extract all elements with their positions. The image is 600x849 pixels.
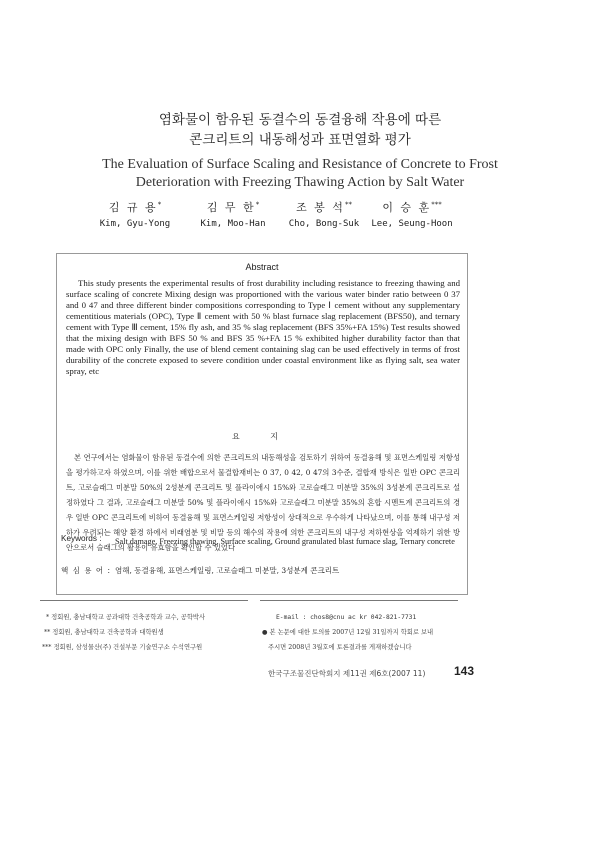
footnote-1: * 정회원, 충남대학교 공과대학 건축공학과 교수, 공학박사 xyxy=(46,614,206,621)
english-title-line-1: The Evaluation of Surface Scaling and Resistance of Concrete to Frost xyxy=(102,157,498,172)
korean-summary-heading: 요 지 xyxy=(232,432,292,441)
author-2-english-name: Kim, Moo-Han xyxy=(200,219,266,229)
author-1 xyxy=(80,199,190,229)
korean-title-line-1: 염화물이 함유된 동결수의 동결융해 작용에 따른 xyxy=(158,112,442,128)
author-2-korean-name: 김 무 한 xyxy=(206,201,256,214)
author-1-english-name: Kim, Gyu-Yong xyxy=(99,219,171,229)
author-4-korean-name: 이 승 훈 xyxy=(382,201,432,214)
footnote-divider-right xyxy=(260,600,458,601)
author-2-mark: * xyxy=(255,200,260,209)
author-4-english-name: Lee, Seung-Hoon xyxy=(371,219,453,229)
english-title-line-2: Deterioration with Freezing Thawing Action by Salt Water xyxy=(135,175,465,190)
author-3-english-name: Cho, Bong-Suk xyxy=(288,219,360,229)
keywords-text: Salt damage, Freezing thawing, Surface scaling, Ground granulated blast furnace slag, Ternary concrete xyxy=(115,537,455,546)
author-1-korean-name: 김 규 용 xyxy=(108,201,158,214)
footnote-2: ** 정회원, 충남대학교 건축공학과 대학원생 xyxy=(44,629,164,636)
abstract-english-text: This study presents the experimental results of frost durability including resistance to freezing thawing and surface scaling of concrete Mixing design was proportioned with the various water binder ratio between 0 37 and 0 47 and three different binder compositions corresponding to Type Ⅰ cement without any supplementary cementitious materials (OPC), Type Ⅱ cement with 50 % blast furnace slag replacement (BFS50), and ternary cement with Type Ⅲ cement, 15% fly ash, and 35 % slag replacement (BFS 35%+FA 15%) Test results showed that the mixing design with BFS 50 % and BFS 35 %+FA 15 % exhibited higher durability factor than that made with OPC only Finally, the use of blend cement containing slag can be used effectively in terms of frost durability of the concrete exposed to severe condition under coastal environment like as flying salt, sea water spray, etc xyxy=(66,278,460,376)
korean-title-line-2: 콘크리트의 내동해성과 표면열화 평가 xyxy=(189,132,411,148)
discussion-note-line-2: 주시면 2008년 3월호에 토론결과를 게재하겠습니다 xyxy=(268,644,412,651)
footnote-3: *** 정회원, 삼성물산(주) 건설부문 기술연구소 수석연구원 xyxy=(42,644,203,651)
page-number: 143 xyxy=(454,664,475,678)
abstract-heading: Abstract xyxy=(245,262,279,272)
journal-citation: 한국구조물진단학회지 제11권 제6호(2007 11) xyxy=(268,669,426,678)
author-4-mark: *** xyxy=(431,200,442,209)
abstract-korean-text: 본 연구에서는 염화물이 함유된 동결수에 의한 콘크리트의 내동해성을 검토하기 위하여 동결융해 및 표면스케일링 저항성을 평가하고자 하였으며, 이를 위한 배합으로서 물결합재비는 0 37, 0 42, 0 47의 3수준, 결합재 방식은 일반 OPC 콘크리트, 고로슬래그 미분말 50%의 2성분계 콘크리트 및 플라이애시 15%와 고로슬래그 미분말 35%의 3성분계 콘크리트로 설정하였다 그 결과, 고로슬래그 미분말 50% 및 플라이애시 15%와 고로슬래그 미분말 35%의 혼합 시멘트계 콘크리트의 경우 일반 OPC 콘크리트에 비하여 동결융해 및 표면스케일링 저항성이 상대적으로 우수하게 나타났으며, 이를 통해 내구성 저하가 우려되는 해양 환경 하에서 비래염분 및 비말 등의 해수의 작용에 의한 콘크리트의 내구성 저하현상을 억제하기 위한 방안으로서 슬래그의 활용이 유효함을 확인할 수 있었다 xyxy=(66,453,460,552)
author-3-mark: ** xyxy=(344,200,352,209)
korean-keywords-label: 핵 심 용 어 : xyxy=(61,566,112,575)
footnote-divider-left xyxy=(40,600,248,601)
author-4 xyxy=(357,199,467,229)
author-email: E-mail : chos8@cnu ac kr 042-821-7731 xyxy=(276,614,417,621)
keywords-label: Keywords : xyxy=(61,534,102,543)
korean-keywords-text: 염해, 동결융해, 표면스케일링, 고로슬래그 미분말, 3성분계 콘크리트 xyxy=(115,566,340,575)
author-3-korean-name: 조 봉 석 xyxy=(296,201,345,214)
abstract-box xyxy=(56,253,468,595)
discussion-note-line-1: ● 본 논문에 대한 토의를 2007년 12월 31일까지 학회로 보내 xyxy=(262,629,434,636)
author-1-mark: * xyxy=(157,200,162,209)
